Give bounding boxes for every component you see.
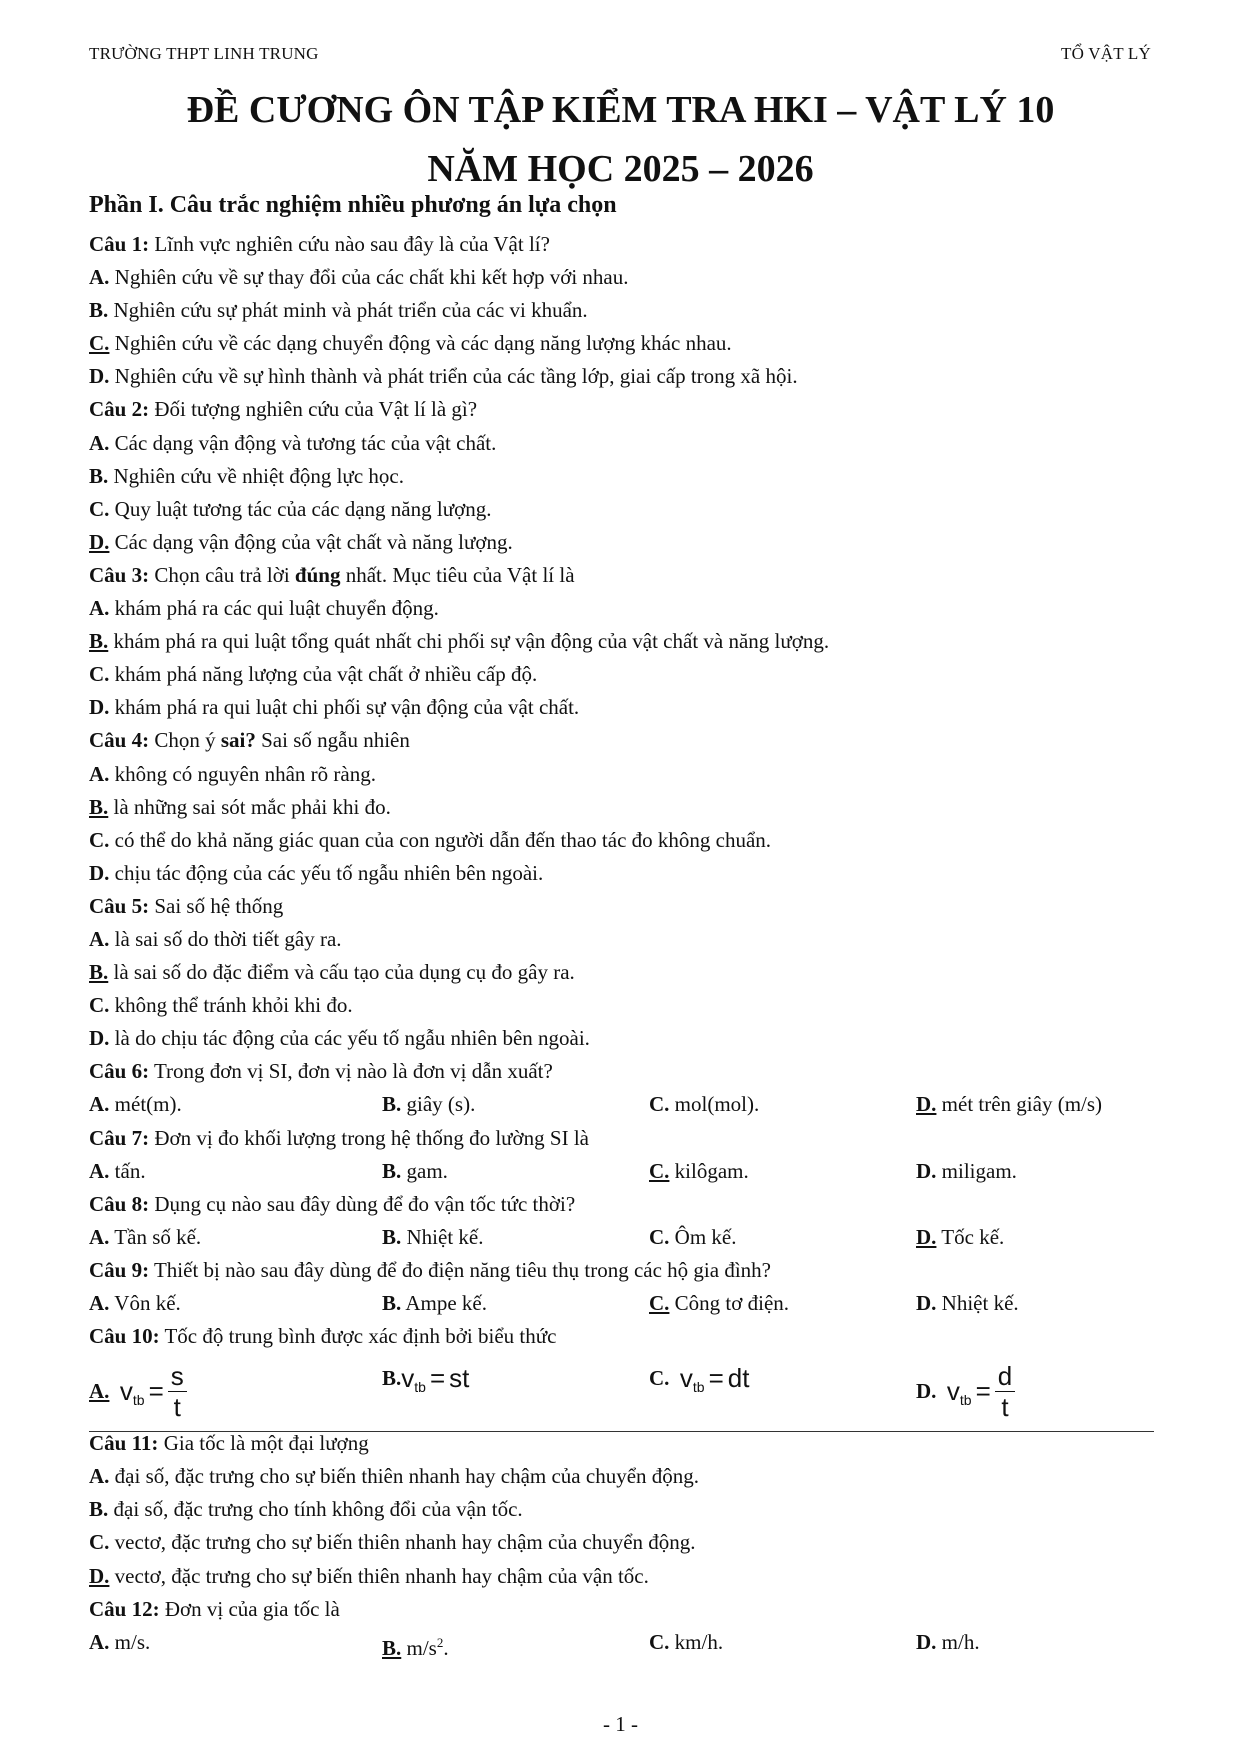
option-a: A. Các dạng vận động và tương tác của vật chất. xyxy=(89,430,497,455)
option-a: A. tấn. xyxy=(89,1158,146,1183)
option-d: D. khám phá ra qui luật chi phối sự vận động của vật chất. xyxy=(89,695,580,720)
option-c-correct: C. kilôgam. xyxy=(649,1158,749,1183)
option-d-correct: D. Tốc kế. xyxy=(916,1224,1005,1249)
question-6: Câu 6: Trong đơn vị SI, đơn vị nào là đơn vị dẫn xuất? xyxy=(89,1059,553,1084)
option-a: A. Tần số kế. xyxy=(89,1224,202,1249)
question-5: Câu 5: Sai số hệ thống xyxy=(89,893,284,918)
question-list xyxy=(89,228,1154,1659)
question-8: Câu 8: Dụng cụ nào sau đây dùng để đo vận tốc tức thời? xyxy=(89,1191,576,1216)
department-name: TỔ VẬT LÝ xyxy=(1061,44,1151,63)
option-d-correct: D. vectơ, đặc trưng cho sự biến thiên nhanh hay chậm của vận tốc. xyxy=(89,1563,649,1588)
fraction: $\frac{s}{t}$ xyxy=(168,1363,187,1420)
option-b: B. Nghiên cứu về nhiệt động lực học. xyxy=(89,463,404,488)
fraction: $\frac{d}{t}$ xyxy=(995,1363,1015,1420)
option-b: B. Nghiên cứu sự phát minh và phát triển của các vi khuẩn. xyxy=(89,298,588,323)
option-b: B. Ampe kế. xyxy=(382,1291,487,1315)
option-b: B. giây (s). xyxy=(382,1092,476,1117)
option-d: D. chịu tác động của các yếu tố ngẫu nhiên bên ngoài. xyxy=(89,860,544,885)
option-c: C. km/h. xyxy=(649,1629,724,1654)
option-d: D. m/h. xyxy=(916,1629,980,1654)
document-subtitle: NĂM HỌC 2025 – 2026 xyxy=(427,148,814,190)
option-a: A. mét(m). xyxy=(89,1092,182,1117)
option-c: C. v tb = dt xyxy=(649,1363,750,1395)
option-c-correct: C. Nghiên cứu về các dạng chuyển động và các dạng năng lượng khác nhau. xyxy=(89,331,732,356)
question-label: Câu 1: xyxy=(89,232,150,256)
question-11: Câu 11: Gia tốc là một đại lượng xyxy=(89,1431,369,1456)
option-b: B. đại số, đặc trưng cho tính không đổi của vận tốc. xyxy=(89,1497,523,1522)
option-b: B. gam. xyxy=(382,1158,448,1183)
option-d: D. miligam. xyxy=(916,1158,1017,1183)
option-b: B. Nhiệt kế. xyxy=(382,1224,484,1249)
option-c: C. Quy luật tương tác của các dạng năng lượng. xyxy=(89,496,492,521)
option-b-correct: B. $m/s^2$. xyxy=(382,1634,449,1660)
option-a: A. m/s. xyxy=(89,1629,151,1654)
question-1 xyxy=(89,228,1154,261)
option-a: A. Vôn kế. xyxy=(89,1291,181,1315)
question-4: Câu 4: Chọn ý sai? Sai số ngẫu nhiên xyxy=(89,728,410,753)
option-d: D. v tb = $\frac{d}{t}$ xyxy=(916,1363,1015,1420)
option-c: C. vectơ, đặc trưng cho sự biến thiên nhanh hay chậm của chuyển động. xyxy=(89,1530,696,1555)
option-d-correct: D. Các dạng vận động của vật chất và năng lượng. xyxy=(89,529,513,554)
horizontal-divider xyxy=(89,1431,1154,1432)
option-a: A. Nghiên cứu về sự thay đổi của các chất khi kết hợp với nhau. xyxy=(89,265,629,290)
option-a-correct: A. v tb = $\frac{s}{t}$ xyxy=(89,1363,187,1420)
option-a: A. là sai số do thời tiết gây ra. xyxy=(89,926,342,951)
option-c: C. mol(mol). xyxy=(649,1092,760,1117)
options-row xyxy=(89,1155,1154,1188)
question-10: Câu 10: Tốc độ trung bình được xác định bởi biểu thức xyxy=(89,1324,557,1349)
option-a: A. khám phá ra các qui luật chuyển động. xyxy=(89,596,439,621)
question-3: Câu 3: Chọn câu trả lời đúng nhất. Mục tiêu của Vật lí là xyxy=(89,562,575,587)
document-title: ĐỀ CƯƠNG ÔN TẬP KIỂM TRA HKI – VẬT LÝ 10 xyxy=(186,89,1055,131)
option-b-correct: B. là những sai sót mắc phải khi đo. xyxy=(89,794,391,819)
option-b-correct: B. là sai số do đặc điểm và cấu tạo của dụng cụ đo gây ra. xyxy=(89,960,575,985)
options-row xyxy=(89,1088,1154,1121)
formula-options-row xyxy=(89,1353,1154,1425)
question-7: Câu 7: Đơn vị đo khối lượng trong hệ thống đo lường SI là xyxy=(89,1125,589,1150)
option-d: D. là do chịu tác động của các yếu tố ngẫu nhiên bên ngoài. xyxy=(89,1026,590,1051)
option-d-correct: D. mét trên giây (m/s) xyxy=(916,1092,1103,1117)
option-c: C. có thể do khả năng giác quan của con người dẫn đến thao tác đo không chuẩn. xyxy=(89,827,772,852)
options-row xyxy=(89,1626,1154,1659)
question-9: Câu 9: Thiết bị nào sau đây dùng để đo điện năng tiêu thụ trong các hộ gia đình? xyxy=(89,1257,771,1282)
option-b: B. v tb = st xyxy=(382,1363,470,1395)
option-d: D. Nghiên cứu về sự hình thành và phát triển của các tầng lớp, giai cấp trong xã hội. xyxy=(89,364,798,389)
option-a: A. không có nguyên nhân rõ ràng. xyxy=(89,761,376,786)
section-heading: Phần I. Câu trắc nghiệm nhiều phương án lựa chọn xyxy=(89,192,617,218)
option-c-correct: C. Công tơ điện. xyxy=(649,1291,790,1315)
question-text: Lĩnh vực nghiên cứu nào sau đây là của Vật lí? xyxy=(149,232,550,256)
option-c: C. không thể tránh khỏi khi đo. xyxy=(89,993,353,1018)
option-d: D. Nhiệt kế. xyxy=(916,1291,1019,1315)
option-a: A. đại số, đặc trưng cho sự biến thiên nhanh hay chậm của chuyển động. xyxy=(89,1464,700,1489)
school-name: TRƯỜNG THPT LINH TRUNG xyxy=(89,44,319,63)
question-12: Câu 12: Đơn vị của gia tốc là xyxy=(89,1596,340,1621)
option-b-correct: B. khám phá ra qui luật tổng quát nhất chi phối sự vận động của vật chất và năng lượng. xyxy=(89,629,830,654)
option-c: C. khám phá năng lượng của vật chất ở nhiều cấp độ. xyxy=(89,662,538,687)
options-row xyxy=(89,1221,1154,1254)
option-c: C. Ôm kế. xyxy=(649,1224,737,1249)
page-number: - 1 - xyxy=(603,1712,638,1736)
options-row xyxy=(89,1287,1154,1320)
question-2: Câu 2: Đối tượng nghiên cứu của Vật lí là gì? xyxy=(89,397,478,422)
